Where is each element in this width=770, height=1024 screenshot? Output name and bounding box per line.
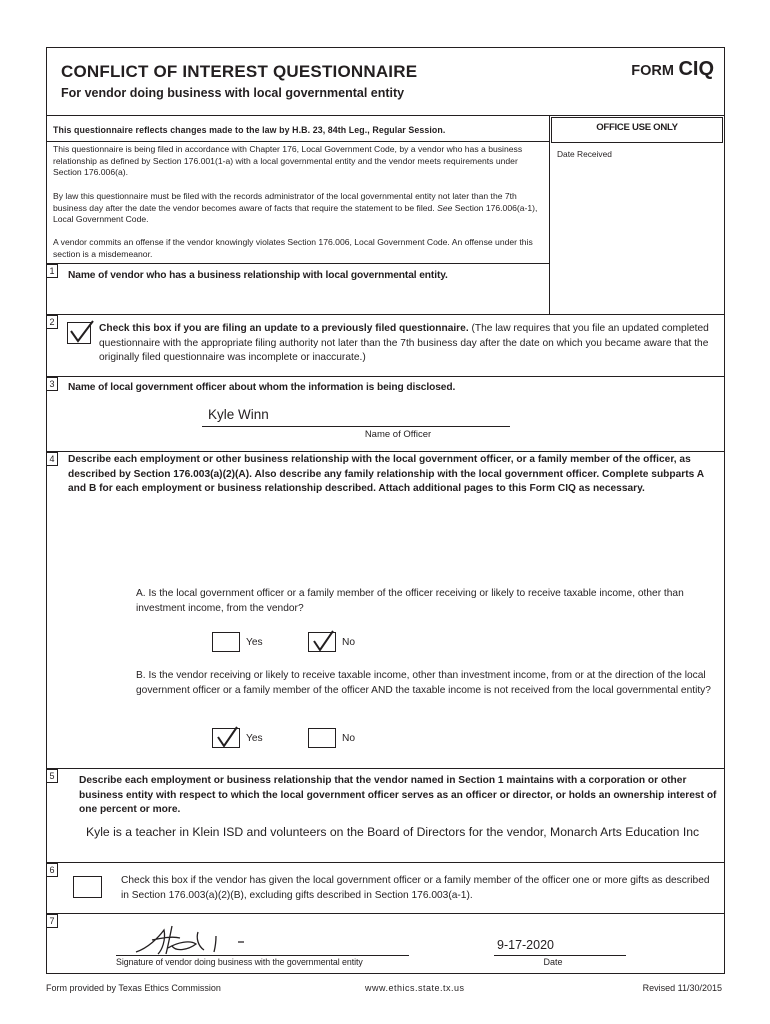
section-6-number: 6 (46, 863, 58, 877)
date-line (494, 955, 626, 956)
footer-revision: Revised 11/30/2015 (642, 983, 722, 993)
section-4-label: Describe each employment or other business relationship with the local government officer, or a family member of the officer, as described by Section 176.003(a)(2)(A). Also describe any family relationship with the local government officer. Complete subparts A and B for each employment or business relationship described. Attach additional pages to this Form CIQ as necessary. (68, 454, 704, 494)
section-3-label: Name of local government officer about whom the information is being disclosed. (68, 382, 456, 393)
checkmark-icon (213, 723, 243, 753)
signature-caption: Signature of vendor doing business with the governmental entity (116, 957, 363, 967)
divider (46, 913, 725, 914)
checkmark-icon (68, 317, 98, 347)
question-b-yes-label: Yes (246, 733, 263, 744)
section-4-number: 4 (46, 452, 58, 466)
gift-checkbox[interactable] (73, 876, 102, 898)
divider (549, 115, 550, 314)
section-1-label: Name of vendor who has a business relationship with local governmental entity. (68, 270, 448, 281)
date-received-label: Date Received (557, 149, 612, 159)
divider (46, 115, 725, 116)
officer-name-value[interactable]: Kyle Winn (208, 407, 269, 422)
divider (46, 314, 725, 315)
law-line: This questionnaire reflects changes made to the law by H.B. 23, 84th Leg., Regular Session. (53, 125, 446, 135)
question-b-yes-checkbox[interactable] (212, 728, 240, 748)
signature-line (116, 955, 409, 956)
checkmark-icon (309, 627, 339, 657)
section-5-number: 5 (46, 769, 58, 783)
intro-paragraph-1: This questionnaire is being filed in accordance with Chapter 176, Local Government Code, by a vendor who has a business relationship as defined by Section 176.001(1-a) with a local governmental entity and the vendor meets requirements under Section 176.006(a). (53, 144, 523, 177)
section-2-text: Check this box if you are filing an update to a previously filed questionnaire. (The law requires that you file an updated completed questionnaire with the appropriate filing authority not later than the 7th business day after the date on which you became aware that the originally filed questionnaire was incomplete or inaccurate.) (99, 323, 709, 363)
question-a-yes-checkbox[interactable] (212, 632, 240, 652)
update-checkbox[interactable] (67, 322, 91, 344)
form-title: CONFLICT OF INTEREST QUESTIONNAIRE (61, 62, 418, 81)
intro-paragraph-3: A vendor commits an offense if the vendor knowingly violates Section 176.006, Local Government Code. An offense under this section is a misdemeanor. (53, 237, 533, 259)
form-prefix: FORM (631, 63, 674, 79)
divider (46, 263, 549, 264)
footer-provider: Form provided by Texas Ethics Commission (46, 983, 221, 993)
date-caption: Date (543, 957, 563, 967)
officer-name-line (202, 426, 510, 427)
section-2-number: 2 (46, 315, 58, 329)
footer-website: www.ethics.state.tx.us (365, 983, 465, 993)
question-b-no-label: No (342, 733, 356, 744)
question-a-yes-label: Yes (246, 637, 263, 648)
signature-date-value[interactable]: 9-17-2020 (497, 938, 554, 952)
question-a-no-checkbox[interactable] (308, 632, 336, 652)
section-6-text: Check this box if the vendor has given the local government officer or a family member of the officer one or more gifts as described in Section 176.003(a)(2)(B), excluding gifts described in Section 176.003(a-1). (121, 875, 710, 901)
question-b: B. Is the vendor receiving or likely to receive taxable income, other than investment income, from or at the direction of the local government officer or a family member of the officer AND the taxable income is not received from the local governmental entity? (136, 670, 711, 696)
question-b-no-checkbox[interactable] (308, 728, 336, 748)
divider (46, 451, 725, 452)
section-3-number: 3 (46, 377, 58, 391)
question-a: A. Is the local government officer or a family member of the officer receiving or likely to receive taxable income, other than investment income, from the vendor? (136, 588, 684, 614)
section-5-label: Describe each employment or business relationship that the vendor named in Section 1 maintains with a corporation or other business entity with respect to which the local government officer serves as an officer or director, or holds an ownership interest of one percent or more. (79, 775, 717, 815)
question-a-no-label: No (342, 637, 356, 648)
form-code-value: CIQ (678, 58, 714, 80)
divider (46, 862, 725, 863)
officer-name-caption: Name of Officer (364, 429, 432, 440)
relationship-description-value[interactable]: Kyle is a teacher in Klein ISD and volunteers on the Board of Directors for the vendor, Monarch Arts Education Inc (86, 825, 700, 839)
form-code (631, 58, 714, 81)
section-1-number: 1 (46, 264, 58, 278)
divider (46, 376, 725, 377)
section-7-number: 7 (46, 914, 58, 928)
divider (46, 141, 549, 142)
vendor-signature[interactable] (128, 920, 268, 960)
intro-paragraph-2: By law this questionnaire must be filed with the records administrator of the local governmental entity not later than the 7th business day after the date the vendor becomes aware of facts that require the statement to be filed. See Section 176.006(a-1), Local Government Code. (53, 191, 538, 224)
office-use-heading: OFFICE USE ONLY (596, 122, 678, 133)
form-subtitle: For vendor doing business with local governmental entity (61, 86, 405, 100)
divider (46, 768, 725, 769)
